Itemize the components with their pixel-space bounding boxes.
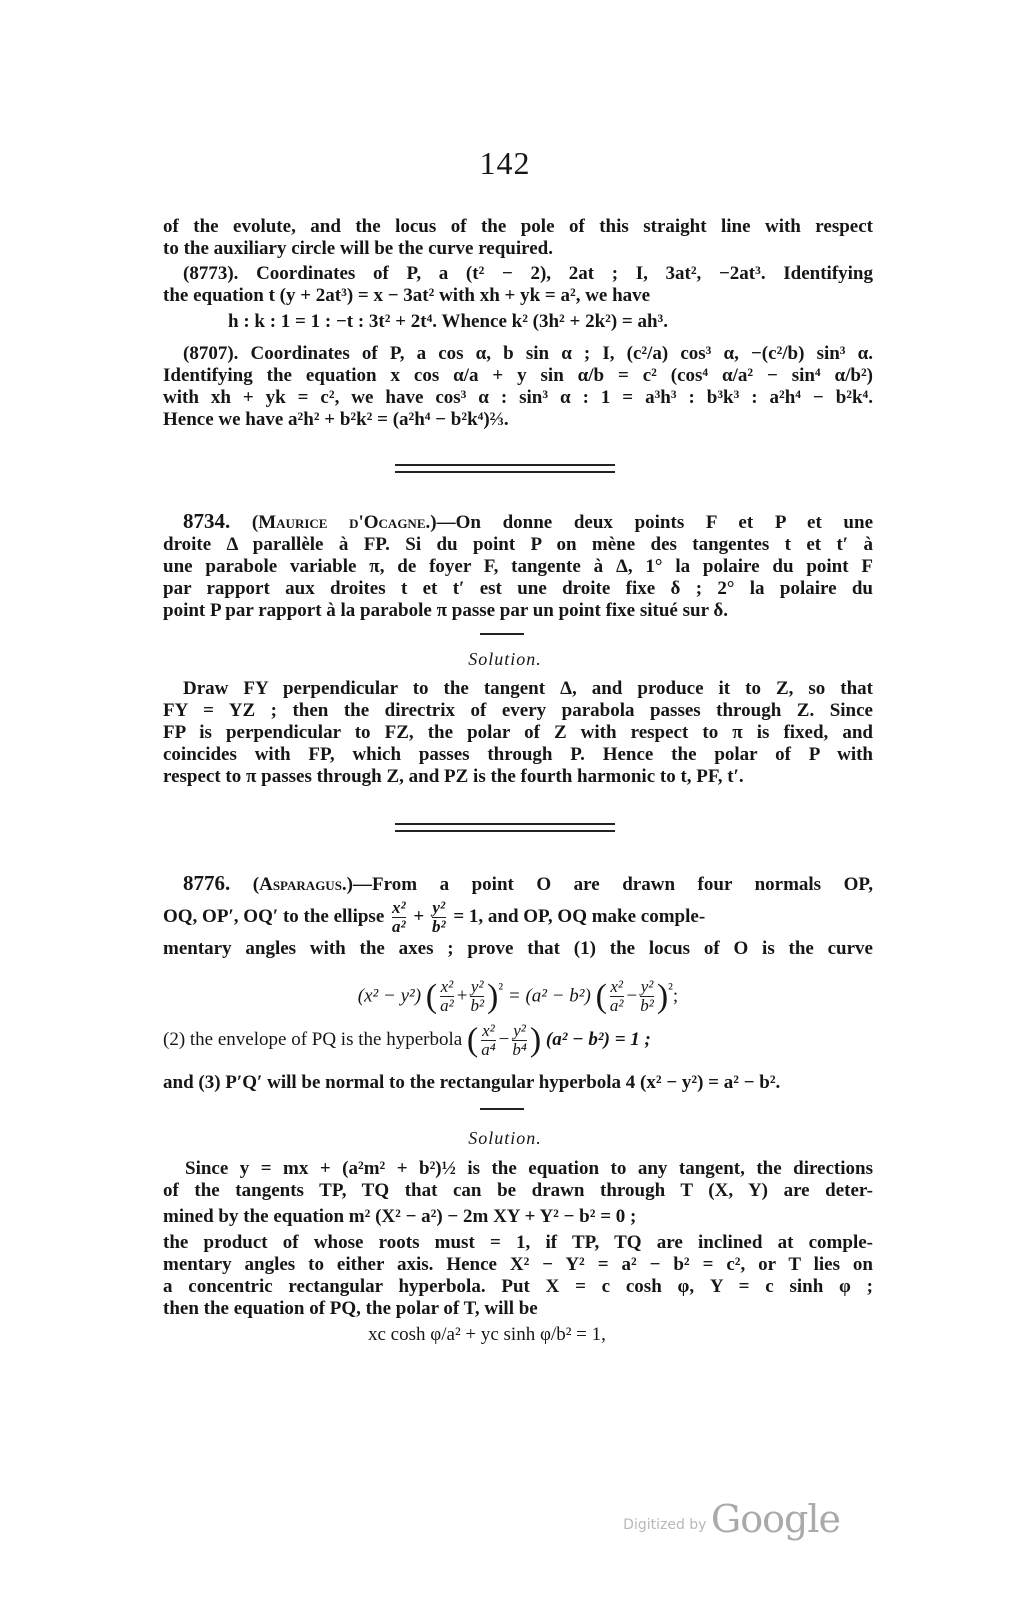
fraction xyxy=(512,1022,526,1059)
text-line: and (3) P′Q′ will be normal to the rectangular hyperbola 4 (x² − y²) = a² − b². xyxy=(163,1072,781,1093)
exponent: ² xyxy=(498,981,504,998)
text-block xyxy=(163,938,873,960)
text-line: par rapport aux droites t et t′ est une droite fixe δ ; 2° la polaire du xyxy=(163,578,873,599)
denominator: a² xyxy=(609,996,624,1016)
minus-sign: − xyxy=(498,1029,510,1050)
text-line: mentary angles with the axes ; prove that (1) the locus of O is the curve xyxy=(163,938,873,959)
numerator: x² xyxy=(392,898,406,918)
semicolon: ; xyxy=(672,985,679,1007)
solution-8734 xyxy=(163,678,873,788)
question-text: —On donne deux points F et P et une xyxy=(436,512,874,533)
text-line: to the auxiliary circle will be the curve required. xyxy=(163,238,553,259)
numerator: y² xyxy=(513,1021,526,1041)
section-divider xyxy=(395,464,615,473)
text-block xyxy=(163,1072,873,1094)
denominator: b⁴ xyxy=(512,1040,527,1060)
numerator: x² xyxy=(610,977,624,997)
text-line: (2) the envelope of PQ is the hyperbola xyxy=(163,1029,463,1050)
exponent: ² xyxy=(668,981,673,998)
denominator: a⁴ xyxy=(481,1040,496,1060)
page-number: 142 xyxy=(479,145,531,181)
question-text: —From a point O are drawn four normals OP, xyxy=(353,874,873,895)
denominator: b² xyxy=(431,917,446,937)
section-divider xyxy=(395,823,615,832)
google-logo-text: Google xyxy=(710,1497,840,1541)
short-rule xyxy=(480,633,524,635)
question-8734 xyxy=(163,510,873,622)
solution-8773 xyxy=(163,263,873,333)
equation-term: (x² − y²) xyxy=(357,985,422,1007)
solution-heading: Solution. xyxy=(468,1128,542,1148)
denominator: b² xyxy=(640,996,654,1016)
plus-sign: + xyxy=(413,906,425,927)
text-line: OQ, OP′, OQ′ to the ellipse xyxy=(163,906,385,927)
text-line: coincides with FP, which passes through P. Hence the polar of P with xyxy=(163,744,873,765)
ellipse-line xyxy=(163,894,873,940)
locus-equation: (x² − y²) ( $\frac{\text{x²}}{\text{a²}}$ + $\frac{\text{y²}}{\text{b²}}$ )$^{^2}$ = (a² − b²) ( $\frac{\text{x²}}{\text{a²}}$ − $\frac{\text{y²}}{\text{b²}}$ )$^{^2}$; xyxy=(357,977,679,1016)
numerator: y² xyxy=(470,977,484,997)
watermark-text: Digitized by xyxy=(623,1517,707,1533)
text-line: with xh + yk = c², we have cos³ α : sin³ α : 1 = a³h³ : b³k³ : a²h⁴ − b²k⁴. xyxy=(163,387,873,408)
numerator: x² xyxy=(482,1021,495,1041)
text-line: mentary angles to either axis. Hence X² − Y² = a² − b² = c², or T lies on xyxy=(163,1254,873,1275)
numerator: x² xyxy=(440,977,454,997)
text-line: point P par rapport à la parabole π passe par un point fixe situé sur δ. xyxy=(163,600,729,621)
digitized-by-google-watermark xyxy=(623,1497,840,1541)
text-line: of the tangents TP, TQ that can be drawn through T (X, Y) are deter- xyxy=(163,1180,873,1201)
text-line: (a² − b²) = 1 ; xyxy=(545,1029,651,1050)
denominator: a² xyxy=(392,917,406,937)
equation-term: = (a² − b²) xyxy=(507,985,591,1007)
text-line: then the equation of PQ, the polar of T, will be xyxy=(163,1298,538,1319)
fraction xyxy=(470,978,484,1015)
denominator: b² xyxy=(470,996,485,1016)
solution-8776 xyxy=(163,1158,873,1346)
question-number: 8734. xyxy=(183,509,231,533)
envelope-line: (2) the envelope of PQ is the hyperbola ( $\frac{\text{x²}}{\text{a⁴}}$ − $\frac{\text{y²}}{\text{b⁴}}$ ) (a² − b²) = 1 ; xyxy=(163,1021,651,1060)
numerator: y² xyxy=(432,898,446,918)
text-line: Identifying the equation x cos α/a + y sin α/b = c² (cos⁴ α/a² − sin⁴ α/b²) xyxy=(163,365,873,386)
solution-8707 xyxy=(163,343,873,431)
fraction xyxy=(481,1022,495,1059)
text-line: FP is perpendicular to FZ, the polar of Z with respect to π is fixed, and xyxy=(163,722,873,743)
text-line: Hence we have a²h² + b²k² = (a²h⁴ − b²k⁴)⅔. xyxy=(163,409,509,430)
text-line: a concentric rectangular hyperbola. Put X = c cosh φ, Y = c sinh φ ; xyxy=(163,1276,873,1297)
fraction xyxy=(610,978,624,1015)
fraction xyxy=(432,899,446,936)
text-line: the equation t (y + 2at³) = x − 3at² with xh + yk = a², we have xyxy=(163,285,651,306)
text-line: of the evolute, and the locus of the pole of this straight line with respect xyxy=(163,216,873,237)
text-line: FY = YZ ; then the directrix of every parabola passes through Z. Since xyxy=(163,700,873,721)
text-line: the product of whose roots must = 1, if TP, TQ are inclined at comple- xyxy=(163,1232,873,1253)
text-line: (8707). Coordinates of P, a cos α, b sin α ; I, (c²/a) cos³ α, −(c²/b) sin³ α. xyxy=(183,343,873,364)
text-line: respect to π passes through Z, and PZ is the fourth harmonic to t, PF, t′. xyxy=(163,766,744,787)
fraction xyxy=(440,978,454,1015)
denominator: a² xyxy=(440,996,454,1016)
text-line: = 1, and OP, OQ make comple- xyxy=(453,906,706,927)
numerator: y² xyxy=(640,977,654,997)
fraction xyxy=(392,899,406,936)
question-author: (Maurice d'Ocagne.) xyxy=(251,512,437,533)
question-author: (Asparagus.) xyxy=(252,874,354,895)
solution-heading: Solution. xyxy=(468,649,542,669)
text-line: Draw FY perpendicular to the tangent Δ, and produce it to Z, so that xyxy=(183,678,873,699)
intro-paragraph xyxy=(163,216,873,260)
text-line: une parabole variable π, de foyer F, tangente à Δ, 1° la polaire du point F xyxy=(163,556,873,577)
text-line: Since y = mx + (a²m² + b²)½ is the equation to any tangent, the directions xyxy=(185,1158,873,1179)
text-line: mined by the equation m² (X² − a²) − 2m XY + Y² − b² = 0 ; xyxy=(163,1206,637,1227)
plus-sign: + xyxy=(456,985,468,1007)
text-line xyxy=(163,510,873,534)
text-line: droite Δ parallèle à FP. Si du point P on mène des tangentes t et t′ à xyxy=(163,534,873,555)
text-line: h : k : 1 = 1 : −t : 3t² + 2t⁴. Whence k² (3h² + 2k²) = ah³. xyxy=(228,311,668,332)
minus-sign: − xyxy=(626,985,638,1007)
text-line: xc cosh φ/a² + yc sinh φ/b² = 1, xyxy=(368,1324,606,1345)
text-line: (8773). Coordinates of P, a (t² − 2), 2at ; I, 3at², −2at³. Identifying xyxy=(183,263,873,284)
fraction xyxy=(640,978,654,1015)
short-rule xyxy=(480,1108,524,1110)
question-number: 8776. xyxy=(183,871,231,895)
